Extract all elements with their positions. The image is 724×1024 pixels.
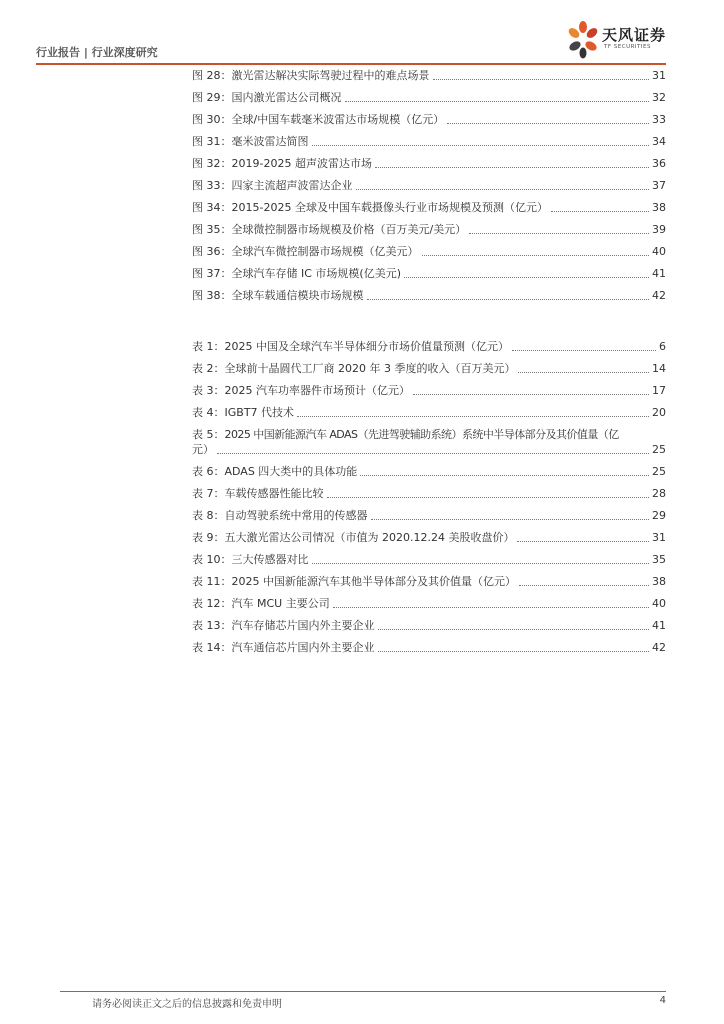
figure-page: 38 [652, 201, 666, 214]
figure-entry[interactable] [192, 156, 666, 172]
table-entry-line1[interactable] [192, 427, 666, 443]
table-title: 车载传感器性能比较 [224, 487, 324, 500]
table-label: 表 9： [192, 531, 225, 544]
table-page: 25 [652, 465, 666, 478]
figure-title: 四家主流超声波雷达企业 [231, 179, 353, 192]
table-label: 表 4： [192, 406, 225, 419]
figure-label: 图 28： [192, 69, 232, 82]
figure-entry[interactable] [192, 222, 666, 238]
figure-label: 图 35： [192, 223, 232, 236]
table-label: 表 10： [192, 553, 232, 566]
table-title: 汽车 MCU 主要公司 [231, 597, 330, 610]
figure-page: 40 [652, 245, 666, 258]
figure-title: 2019-2025 超声波雷达市场 [231, 157, 372, 170]
figure-label: 图 29： [192, 91, 232, 104]
figure-entry[interactable] [192, 112, 666, 128]
figure-entry[interactable] [192, 68, 666, 84]
table-label: 表 11： [192, 575, 232, 588]
table-page: 40 [652, 597, 666, 610]
figure-title: 激光雷达解决实际驾驶过程中的难点场景 [231, 69, 430, 82]
table-entry[interactable] [192, 640, 666, 656]
figure-title: 2015-2025 全球及中国车载摄像头行业市场规模及预测（亿元） [231, 201, 548, 214]
table-page: 17 [652, 384, 666, 397]
table-title: 2025 汽车功率器件市场预计（亿元） [224, 384, 410, 397]
table-entry-line2[interactable] [192, 442, 666, 458]
figure-entry[interactable] [192, 90, 666, 106]
table-page: 42 [652, 641, 666, 654]
table-title: 三大传感器对比 [231, 553, 309, 566]
table-entry[interactable] [192, 618, 666, 634]
figure-title: 国内激光雷达公司概况 [231, 91, 342, 104]
logo-subtitle: TF SECURITIES [604, 44, 651, 50]
figure-title: 全球汽车微控制器市场规模（亿美元） [231, 245, 419, 258]
table-title: 2025 中国新能源汽车 ADAS（先进驾驶辅助系统）系统中半导体部分及其价值量（亿 [224, 428, 619, 441]
table-entry[interactable] [192, 339, 666, 355]
figure-page: 36 [652, 157, 666, 170]
table-label: 表 13： [192, 619, 232, 632]
figure-label: 图 37： [192, 267, 232, 280]
table-title: 2025 中国新能源汽车其他半导体部分及其价值量（亿元） [231, 575, 516, 588]
table-entry[interactable] [192, 405, 666, 421]
figure-label: 图 36： [192, 245, 232, 258]
footer-disclaimer: 请务必阅读正文之后的信息披露和免责申明 [92, 999, 282, 1010]
figure-title: 毫米波雷达简图 [231, 135, 309, 148]
table-label: 表 5： [192, 428, 225, 441]
table-label: 表 7： [192, 487, 225, 500]
table-page: 29 [652, 509, 666, 522]
figure-entry[interactable] [192, 178, 666, 194]
table-entry[interactable] [192, 508, 666, 524]
figure-page: 39 [652, 223, 666, 236]
figure-page: 37 [652, 179, 666, 192]
table-entry[interactable] [192, 596, 666, 612]
table-page: 35 [652, 553, 666, 566]
table-label: 表 2： [192, 362, 225, 375]
figure-entry[interactable] [192, 200, 666, 216]
table-page: 38 [652, 575, 666, 588]
figure-label: 图 38： [192, 289, 232, 302]
footer-divider [60, 991, 666, 992]
table-page: 25 [652, 443, 666, 456]
figure-title: 全球车载通信模块市场规模 [231, 289, 364, 302]
table-label: 表 3： [192, 384, 225, 397]
figure-page: 31 [652, 69, 666, 82]
figure-entry[interactable] [192, 288, 666, 304]
table-title-continued: 元） [192, 443, 214, 456]
table-page: 20 [652, 406, 666, 419]
table-label: 表 6： [192, 465, 225, 478]
figure-page: 32 [652, 91, 666, 104]
header-divider [36, 63, 666, 65]
table-page: 6 [659, 340, 666, 353]
table-title: 汽车通信芯片国内外主要企业 [231, 641, 375, 654]
figure-label: 图 34： [192, 201, 232, 214]
table-entry[interactable] [192, 530, 666, 546]
figure-page: 34 [652, 135, 666, 148]
table-label: 表 1： [192, 340, 225, 353]
table-entry[interactable] [192, 574, 666, 590]
figure-label: 图 33： [192, 179, 232, 192]
table-entry[interactable] [192, 552, 666, 568]
table-label: 表 12： [192, 597, 232, 610]
table-title: 汽车存储芯片国内外主要企业 [231, 619, 375, 632]
table-label: 表 8： [192, 509, 225, 522]
logo-name: 天风证券 [602, 26, 667, 44]
table-page: 28 [652, 487, 666, 500]
figure-entry[interactable] [192, 244, 666, 260]
report-category: 行业报告 | 行业深度研究 [36, 46, 158, 59]
figure-page: 41 [652, 267, 666, 280]
table-page: 31 [652, 531, 666, 544]
figure-label: 图 30： [192, 113, 232, 126]
figure-title: 全球微控制器市场规模及价格（百万美元/美元） [231, 223, 467, 236]
company-logo [566, 18, 666, 64]
flower-logo-icon [566, 20, 600, 60]
table-entry[interactable] [192, 361, 666, 377]
figure-page: 33 [652, 113, 666, 126]
table-title: 全球前十晶圆代工厂商 2020 年 3 季度的收入（百万美元） [224, 362, 516, 375]
table-title: IGBT7 代技术 [224, 406, 295, 419]
figure-title: 全球/中国车载毫米波雷达市场规模（亿元） [231, 113, 445, 126]
table-entry[interactable] [192, 383, 666, 399]
table-page: 14 [652, 362, 666, 375]
figure-entry[interactable] [192, 134, 666, 150]
table-title: 五大激光雷达公司情况（市值为 2020.12.24 美股收盘价） [224, 531, 515, 544]
figure-label: 图 32： [192, 157, 232, 170]
table-label: 表 14： [192, 641, 232, 654]
table-title: 2025 中国及全球汽车半导体细分市场价值量预测（亿元） [224, 340, 509, 353]
table-entry[interactable] [192, 486, 666, 502]
table-title: ADAS 四大类中的具体功能 [224, 465, 358, 478]
figure-entry[interactable] [192, 266, 666, 282]
figure-page: 42 [652, 289, 666, 302]
page-number: 4 [659, 995, 666, 1006]
figure-label: 图 31： [192, 135, 232, 148]
figure-title: 全球汽车存储 IC 市场规模(亿美元) [231, 267, 401, 280]
table-entry[interactable] [192, 464, 666, 480]
table-page: 41 [652, 619, 666, 632]
table-title: 自动驾驶系统中常用的传感器 [224, 509, 368, 522]
